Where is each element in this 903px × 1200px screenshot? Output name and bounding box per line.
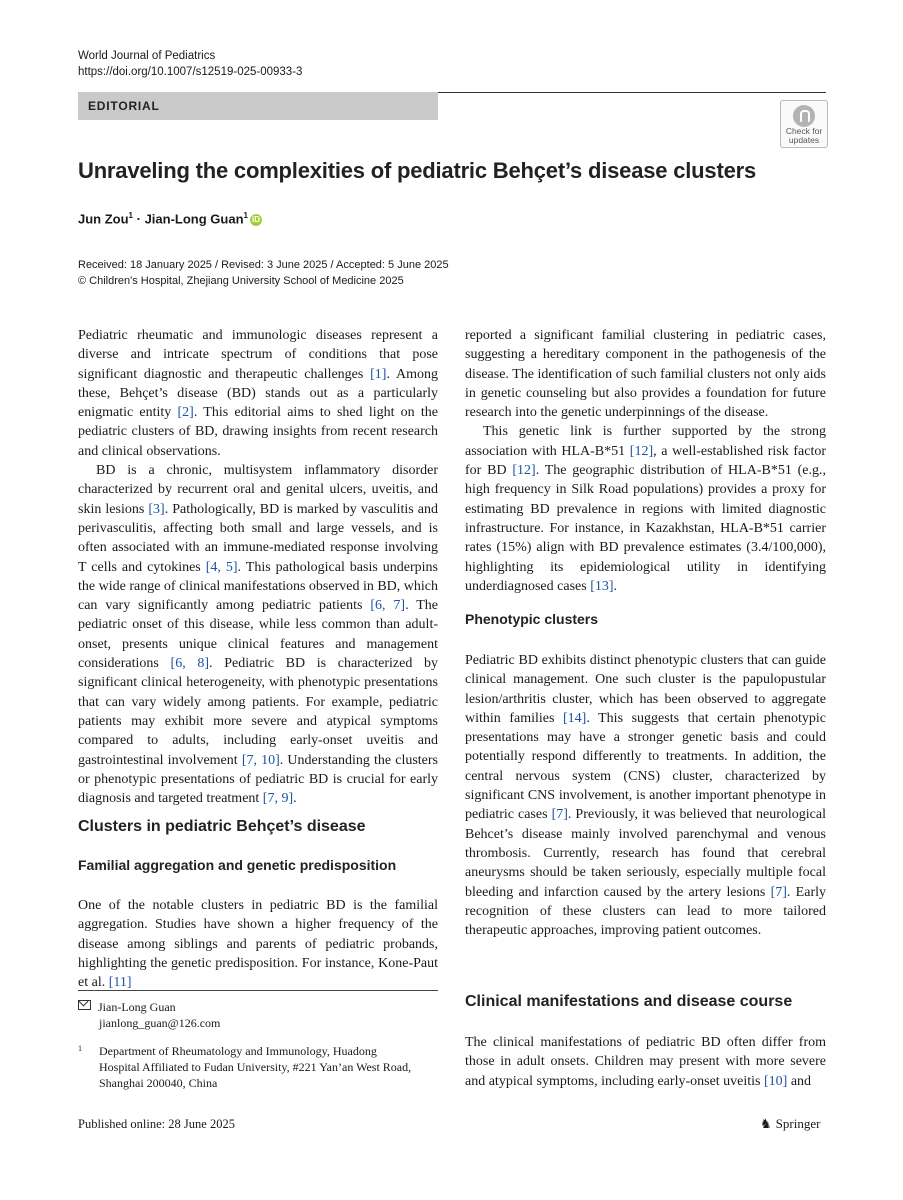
citation-link[interactable]: [12] — [629, 443, 654, 459]
publisher-logo — [760, 1116, 820, 1132]
paragraph: The clinical manifestations of pediatric BD often differ from those in adult onsets. Children may present with more severe and atypical symptoms, including early-onset uveitis [10] and — [465, 1035, 826, 1089]
paragraph: Pediatric BD exhibits distinct phenotypic clusters that can guide clinical management. One such cluster is the papulopustular lesion/arthritis cluster, which has been observed to aggregate within families [14]. This suggests that certain phenotypic presentations may have a stronger genetic basis and could potentially respond differently to treatments. In addition, the central nervous system (CNS) cluster, characterized by significant CNS involvement, is another important phenotype in pediatric cases [7]. Previously, it was believed that neurological Behcet’s disease mainly involved parenchymal and venous thrombosis. Currently, research has found that cerebral aneurysms should be taken seriously, especially multiple focal bleeding and infarction caused by the artery lesions [7]. Early recognition of these clusters can lead to more tailored therapeutic approaches, improving patient outcomes. — [465, 653, 827, 939]
subsection-heading: Familial aggregation and genetic predisposition — [78, 857, 397, 873]
corresponding-author: Jian-Long Guan — [98, 1000, 176, 1014]
history-dates: Received: 18 January 2025 / Revised: 3 June 2025 / Accepted: 5 June 2025 — [78, 259, 449, 271]
citation-link[interactable]: [3] — [148, 501, 165, 517]
author-affiliation-marker: 1 — [243, 211, 248, 220]
section-label-bar — [78, 92, 438, 120]
affiliation-number: 1 — [78, 1044, 82, 1053]
citation-link[interactable]: [14] — [563, 710, 587, 726]
correspondence-footnote — [78, 999, 220, 1031]
doi-link[interactable]: https://doi.org/10.1007/s12519-025-00933-3 — [78, 66, 303, 78]
citation-link[interactable]: [4, 5] — [205, 559, 238, 575]
author-name[interactable]: Jun Zou — [78, 211, 129, 227]
citation-link[interactable]: [10] — [764, 1073, 788, 1089]
section-heading: Clinical manifestations and disease course — [465, 993, 793, 1010]
body-column-left — [78, 326, 438, 808]
author-name[interactable]: Jian-Long Guan — [144, 211, 244, 227]
citation-link[interactable]: [6, 8] — [170, 656, 210, 672]
header-rule — [438, 92, 826, 93]
section-heading: Clusters in pediatric Behçet’s disease — [78, 818, 366, 835]
affiliation-footnote — [78, 1043, 418, 1091]
published-online: Published online: 28 June 2025 — [78, 1117, 235, 1131]
section-label: EDITORIAL — [88, 99, 160, 113]
citation-link[interactable]: [6, 7] — [370, 598, 406, 614]
crossmark-icon — [793, 105, 815, 127]
author-list — [78, 211, 262, 226]
journal-header — [78, 48, 302, 80]
copyright-line: © Children's Hospital, Zhejiang University School of Medicine 2025 — [78, 275, 404, 287]
envelope-icon — [78, 1000, 91, 1010]
citation-link[interactable]: [1] — [370, 366, 387, 382]
subsection-heading: Phenotypic clusters — [465, 611, 599, 627]
body-column-left-lower — [78, 896, 438, 992]
citation-link[interactable]: [11] — [108, 975, 132, 991]
citation-link[interactable]: [7, 10] — [241, 752, 280, 768]
paragraph: Pediatric rheumatic and immunologic diseases represent a diverse and intricate spectrum of conditions that pose significant diagnostic and therapeutic challenges [1]. Among these, Behçet’s disease (BD) stands out as a particularly enigmatic entity [2]. This editorial aims to shed light on the pediatric clusters of BD, drawing insights from recent research and clinical observations. — [78, 328, 438, 459]
check-updates-label: Check for updates — [785, 126, 823, 145]
author-separator: · — [133, 211, 145, 227]
citation-link[interactable]: [12] — [512, 463, 536, 479]
orcid-icon[interactable]: iD — [251, 215, 260, 225]
paragraph: One of the notable clusters in pediatric BD is the familial aggregation. Studies have shown a higher frequency of the disease among siblings and parents of pediatric probands, highlighting the genetic predisposition. For instance, Kone-Paut et al. [11] — [78, 898, 438, 991]
citation-link[interactable]: [7, 9] — [262, 791, 294, 807]
springer-horse-icon: ♞ — [760, 1116, 772, 1131]
author-affiliation-marker: 1 — [128, 211, 133, 220]
body-column-right-lower — [465, 1033, 826, 1091]
citation-link[interactable]: [7] — [770, 884, 787, 900]
paragraph: BD is a chronic, multisystem inflammatory disorder characterized by recurrent oral and genital ulcers, uveitis, and skin lesions [3]. Pathologically, BD is marked by vasculitis and perivasculitis, affecting both small and large vessels, and is often associated with an immune-mediated response involving T cells and cytokines [4, 5]. This pathological basis underpins the wide range of clinical manifestations observed in BD, which can vary significantly among pediatric patients [6, 7]. The pediatric onset of this disease, while less common than adult-onset, presents unique clinical features and management considerations [6, 8]. Pediatric BD is characterized by significant clinical heterogeneity, with phenotypic presentations that can vary widely among patients. For example, pediatric patients may exhibit more severe and atypical symptoms compared to adults, including early-onset uveitis and gastrointestinal involvement [7, 10]. Understanding the clusters or phenotypic presentations of pediatric BD is crucial for early diagnosis and targeted treatment [7, 9]. — [78, 463, 439, 807]
paragraph: This genetic link is further supported by the strong association with HLA-B*51 [12], a well-established risk factor for BD [12]. The geographic distribution of HLA-B*51 (e.g., high frequency in Silk Road populations) provides a proxy for estimating BD prevalence in regions with limited diagnostic infrastructure. For instance, in Kazakhstan, HLA-B*51 carrier rates (15%) align with BD prevalence estimates (3.4/100,000), highlighting its epidemiological utility in identifying underdiagnosed cases [13]. — [465, 424, 827, 594]
citation-link[interactable]: [2] — [177, 405, 194, 421]
email-link[interactable]: jianlong_guan@126.com — [99, 1016, 221, 1030]
body-column-right-middle — [465, 651, 826, 940]
publisher-name: Springer — [775, 1116, 821, 1131]
citation-link[interactable]: [13] — [590, 578, 614, 594]
citation-link[interactable]: [7] — [551, 807, 568, 823]
check-for-updates-button[interactable] — [780, 100, 828, 148]
footnote-rule — [78, 990, 438, 991]
paragraph-continued: reported a significant familial clustering in pediatric cases, suggesting a hereditary component in the pathogenesis of the disease. The identification of such familial clusters not only aids in genetic counseling but also provides a foundation for future research into the genetic underpinnings of the disease. — [465, 328, 826, 421]
journal-name: World Journal of Pediatrics — [78, 50, 216, 62]
article-dates — [78, 257, 449, 289]
body-column-right — [465, 326, 826, 596]
affiliation-text: Department of Rheumatology and Immunology, Huadong Hospital Affiliated to Fudan University, #221 Yan’an West Road, Shanghai 200040, China — [99, 1044, 412, 1090]
article-title: Unraveling the complexities of pediatric Behçet’s disease clusters — [78, 158, 757, 183]
